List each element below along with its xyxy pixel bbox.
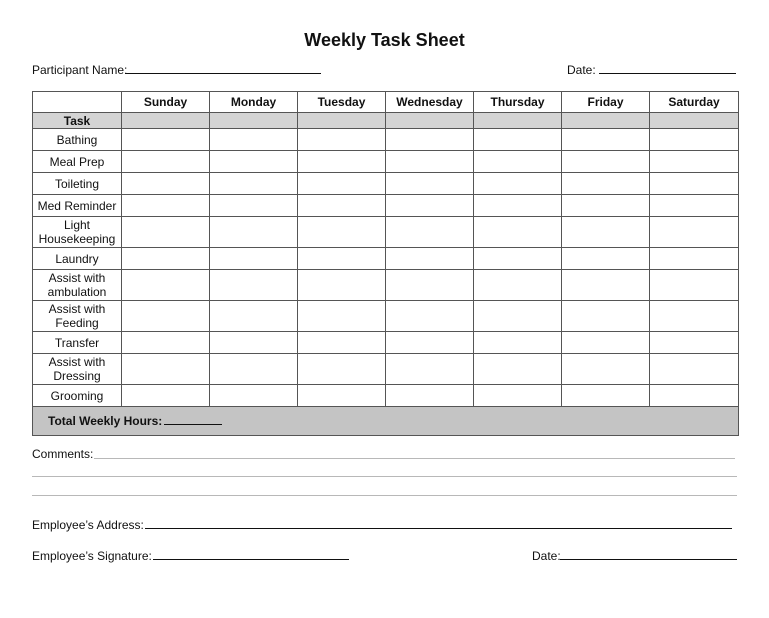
task-cell-friday[interactable]	[562, 354, 650, 385]
weekly-task-table	[32, 91, 739, 436]
task-cell-thursday[interactable]	[474, 354, 562, 385]
total-weekly-hours-field[interactable]	[164, 414, 222, 425]
day-header-row	[33, 92, 739, 113]
task-header-row	[33, 113, 739, 129]
total-weekly-hours-label: Total Weekly Hours:	[48, 414, 163, 428]
comments-line-3[interactable]	[32, 495, 737, 496]
task-cell-sunday[interactable]	[122, 151, 210, 173]
task-cell-wednesday[interactable]	[386, 195, 474, 217]
task-cell-thursday[interactable]	[474, 173, 562, 195]
task-cell-wednesday[interactable]	[386, 129, 474, 151]
task-cell-friday[interactable]	[562, 248, 650, 270]
task-name: Light Housekeeping	[33, 217, 122, 248]
corner-cell	[33, 92, 122, 113]
task-cell-tuesday[interactable]	[298, 129, 386, 151]
task-cell-friday[interactable]	[562, 151, 650, 173]
task-row	[33, 301, 739, 332]
task-row	[33, 129, 739, 151]
task-cell-wednesday[interactable]	[386, 151, 474, 173]
task-cell-tuesday[interactable]	[298, 270, 386, 301]
task-cell-friday[interactable]	[562, 195, 650, 217]
task-row	[33, 217, 739, 248]
task-cell-thursday[interactable]	[474, 385, 562, 407]
task-cell-tuesday[interactable]	[298, 301, 386, 332]
task-header-shade-cell	[210, 113, 298, 129]
task-cell-wednesday[interactable]	[386, 217, 474, 248]
task-cell-friday[interactable]	[562, 129, 650, 151]
task-cell-wednesday[interactable]	[386, 301, 474, 332]
task-name: Toileting	[33, 173, 122, 195]
task-cell-wednesday[interactable]	[386, 332, 474, 354]
task-cell-sunday[interactable]	[122, 354, 210, 385]
participant-name-label: Participant Name:	[32, 63, 128, 77]
task-cell-friday[interactable]	[562, 332, 650, 354]
task-cell-thursday[interactable]	[474, 270, 562, 301]
task-row	[33, 270, 739, 301]
task-row	[33, 332, 739, 354]
task-cell-sunday[interactable]	[122, 195, 210, 217]
page-title: Weekly Task Sheet	[304, 30, 465, 50]
task-cell-wednesday[interactable]	[386, 385, 474, 407]
task-cell-sunday[interactable]	[122, 173, 210, 195]
task-name: Transfer	[33, 332, 122, 354]
date-field[interactable]	[599, 73, 736, 74]
task-cell-friday[interactable]	[562, 385, 650, 407]
task-cell-thursday[interactable]	[474, 151, 562, 173]
task-row	[33, 248, 739, 270]
task-cell-saturday[interactable]	[650, 270, 739, 301]
task-cell-saturday[interactable]	[650, 129, 739, 151]
task-cell-thursday[interactable]	[474, 195, 562, 217]
task-header: Task	[33, 113, 122, 129]
task-name: Meal Prep	[33, 151, 122, 173]
task-cell-monday[interactable]	[210, 151, 298, 173]
employee-address-field[interactable]	[145, 528, 732, 529]
task-row	[33, 195, 739, 217]
task-cell-monday[interactable]	[210, 301, 298, 332]
task-name: Laundry	[33, 248, 122, 270]
signature-date-field[interactable]	[560, 559, 737, 560]
total-weekly-hours	[33, 407, 739, 436]
table-body	[33, 92, 739, 436]
task-cell-saturday[interactable]	[650, 301, 739, 332]
task-row	[33, 173, 739, 195]
task-row	[33, 385, 739, 407]
task-cell-sunday[interactable]	[122, 385, 210, 407]
task-cell-friday[interactable]	[562, 301, 650, 332]
task-cell-tuesday[interactable]	[298, 248, 386, 270]
task-cell-sunday[interactable]	[122, 217, 210, 248]
task-cell-thursday[interactable]	[474, 301, 562, 332]
task-cell-sunday[interactable]	[122, 332, 210, 354]
task-cell-tuesday[interactable]	[298, 354, 386, 385]
task-cell-wednesday[interactable]	[386, 173, 474, 195]
task-row	[33, 151, 739, 173]
task-cell-sunday[interactable]	[122, 129, 210, 151]
task-cell-monday[interactable]	[210, 195, 298, 217]
comments-label: Comments:	[32, 447, 94, 461]
task-cell-saturday[interactable]	[650, 248, 739, 270]
signature-date-label: Date:	[532, 549, 561, 563]
task-cell-monday[interactable]	[210, 248, 298, 270]
task-cell-wednesday[interactable]	[386, 248, 474, 270]
task-cell-friday[interactable]	[562, 173, 650, 195]
task-cell-tuesday[interactable]	[298, 217, 386, 248]
task-cell-sunday[interactable]	[122, 248, 210, 270]
day-header-sunday: Sunday	[122, 92, 210, 113]
task-header-shade-cell	[562, 113, 650, 129]
task-cell-saturday[interactable]	[650, 385, 739, 407]
task-row	[33, 354, 739, 385]
task-name: Grooming	[33, 385, 122, 407]
employee-signature-label: Employee’s Signature:	[32, 549, 152, 563]
task-cell-saturday[interactable]	[650, 354, 739, 385]
task-cell-monday[interactable]	[210, 332, 298, 354]
task-header-shade-cell	[386, 113, 474, 129]
task-header-shade-cell	[122, 113, 210, 129]
task-cell-thursday[interactable]	[474, 332, 562, 354]
task-cell-saturday[interactable]	[650, 151, 739, 173]
task-name: Bathing	[33, 129, 122, 151]
task-cell-friday[interactable]	[562, 217, 650, 248]
task-cell-thursday[interactable]	[474, 129, 562, 151]
employee-address-label: Employee’s Address:	[32, 518, 144, 532]
task-header-shade-cell	[474, 113, 562, 129]
task-cell-saturday[interactable]	[650, 332, 739, 354]
task-cell-sunday[interactable]	[122, 270, 210, 301]
task-cell-wednesday[interactable]	[386, 270, 474, 301]
task-cell-thursday[interactable]	[474, 217, 562, 248]
employee-signature-field[interactable]	[153, 559, 349, 560]
day-header-wednesday: Wednesday	[386, 92, 474, 113]
task-cell-tuesday[interactable]	[298, 195, 386, 217]
task-cell-tuesday[interactable]	[298, 173, 386, 195]
task-cell-friday[interactable]	[562, 270, 650, 301]
task-cell-saturday[interactable]	[650, 217, 739, 248]
task-header-shade-cell	[650, 113, 739, 129]
day-header-tuesday: Tuesday	[298, 92, 386, 113]
task-header-shade-cell	[298, 113, 386, 129]
task-cell-thursday[interactable]	[474, 248, 562, 270]
participant-name-field[interactable]	[125, 73, 321, 74]
date-label: Date:	[567, 63, 596, 77]
task-name: Assist with ambulation	[33, 270, 122, 301]
task-cell-monday[interactable]	[210, 270, 298, 301]
task-cell-sunday[interactable]	[122, 301, 210, 332]
task-cell-tuesday[interactable]	[298, 151, 386, 173]
day-header-thursday: Thursday	[474, 92, 562, 113]
task-cell-monday[interactable]	[210, 173, 298, 195]
task-cell-saturday[interactable]	[650, 195, 739, 217]
task-name: Assist with Feeding	[33, 301, 122, 332]
task-cell-tuesday[interactable]	[298, 332, 386, 354]
day-header-friday: Friday	[562, 92, 650, 113]
task-cell-monday[interactable]	[210, 217, 298, 248]
comments-line-2[interactable]	[32, 476, 737, 477]
comments-line-1[interactable]	[94, 458, 735, 459]
task-cell-monday[interactable]	[210, 385, 298, 407]
total-row	[33, 407, 739, 436]
task-cell-saturday[interactable]	[650, 173, 739, 195]
task-cell-tuesday[interactable]	[298, 385, 386, 407]
day-header-monday: Monday	[210, 92, 298, 113]
task-cell-monday[interactable]	[210, 354, 298, 385]
task-name: Med Reminder	[33, 195, 122, 217]
task-cell-monday[interactable]	[210, 129, 298, 151]
task-name: Assist with Dressing	[33, 354, 122, 385]
day-header-saturday: Saturday	[650, 92, 739, 113]
task-cell-wednesday[interactable]	[386, 354, 474, 385]
